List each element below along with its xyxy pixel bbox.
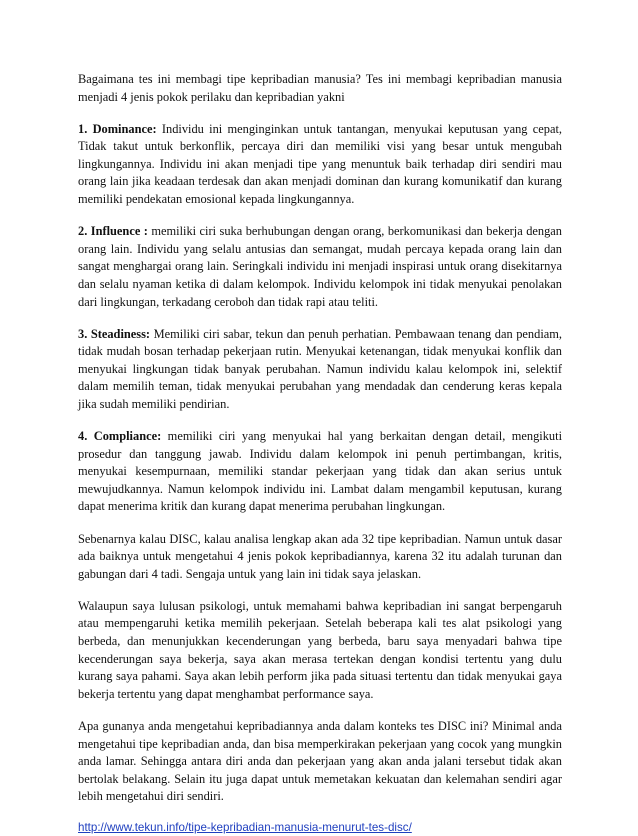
dominance-text: Individu ini menginginkan untuk tantangan, menyukai keputusan yang cepat, Tidak takut untuk berkonflik, percaya diri dan memiliki visi yang besar untuk mengubah lingkungannya. Individu ini akan menjadi tipe yang menuntuk baik terhadap diri sendiri mau orang lain jika keadaan terdesak dan akan menjadi dominan dan kurang komunikatif dan kurang memiliki pendekatan emosional kepada lingkungannya. — [78, 121, 562, 207]
compliance-heading: 4. Compliance: — [78, 429, 162, 444]
intro-paragraph: Bagaimana tes ini membagi tipe kepribadian manusia? Tes ini membagi kepribadian manusia menjadi 4 jenis pokok perilaku dan kepribadian yakni — [78, 72, 562, 104]
dominance-paragraph — [78, 121, 562, 209]
steadiness-text: Memiliki ciri sabar, tekun dan penuh perhatian. Pembawaan tenang dan pendiam, tidak mudah bosan terhadap pekerjaan rutin. Menyukai ketenangan, tidak menyukai konflik dan menyukai lingkungan tidak banyak perubahan. Namun individu kalau kelompok ini, selektif dalam memilih teman, tidak menyukai perubahan yang mendadak dan cenderung keras kepala jika sudah memiliki pendirian. — [78, 326, 562, 411]
steadiness-paragraph — [78, 326, 562, 414]
personal-experience-paragraph: Walaupun saya lulusan psikologi, untuk memahami bahwa kepribadian ini sangat berpengaruh atau mempengaruhi ketika memilih pekerjaan. Setelah beberapa kali tes alat psikologi yang berbeda, dan menunjukkan kecenderungan yang berbeda, baru saya menyadari bahwa tipe kecenderungan saya bekerja, saya akan merasa tertekan dengan kondisi tertentu yang dulu kurang saya pahami. Saya akan lebih perform jika pada situasi tertentu dan tidak menyukai gaya bekerja tertentu yang dapat menghambat performance saya. — [78, 598, 562, 701]
influence-paragraph — [78, 223, 562, 311]
influence-text: memiliki ciri suka berhubungan dengan orang, berkomunikasi dan bekerja dengan orang lain. Individu yang selalu antusias dan semangat, mudah percaya kepada orang lain dan sangat menghargai orang lain. Seringkali individu ini menjadi inspirasi untuk orang disekitarnya dan selalu nyaman ketika di dalam kelompok. Individu kelompok ini tidak menyukai penolakan dari lingkungan, terkadang ceroboh dan tidak rapi atau teliti. — [78, 224, 562, 309]
source-link[interactable]: http://www.tekun.info/tipe-kepribadian-manusia-menurut-tes-disc/ — [78, 821, 412, 835]
purpose-paragraph: Apa gunanya anda mengetahui kepribadiannya anda dalam konteks tes DISC ini? Minimal anda mengetahui tipe kepribadian anda, dan bisa memperkirakan pekerjaan yang cocok yang mungkin anda lamar. Sehingga antara diri anda dan pekerjaan yang akan anda jalani tersebut tidak akan bertolak belakang. Selain itu juga dapat untuk memetakan kekuatan dan kelemahan sendiri agar lebih mengetahui diri sendiri. — [78, 718, 562, 804]
compliance-paragraph — [78, 428, 562, 516]
dominance-heading: 1. Dominance: — [78, 121, 157, 136]
compliance-text: memiliki ciri yang menyukai hal yang berkaitan dengan detail, mengikuti prosedur dan tanggung jawab. Individu dalam kelompok ini penuh pertimbangan, kritis, menyukai kesempurnaan, memiliki standar pekerjaan yang tidak dan akan serius untuk mewujudkannya. Namun kelompok individu ini. Lambat dalam mengambil keputusan, kurang dapat menerima kritik dan kurang dapat menerima perubahan lingkungan. — [78, 429, 563, 514]
disc-types-paragraph: Sebenarnya kalau DISC, kalau analisa lengkap akan ada 32 tipe kepribadian. Namun untuk dasar ada baiknya untuk mengetahui 4 jenis pokok kepribadiannya, karena 32 itu adalah turunan dan gabungan dari 4 tadi. Sengaja untuk yang lain ini tidak saya jelaskan. — [78, 531, 562, 581]
document-page — [78, 71, 562, 836]
influence-heading: 2. Influence : — [78, 224, 148, 239]
steadiness-heading: 3. Steadiness: — [78, 326, 151, 341]
